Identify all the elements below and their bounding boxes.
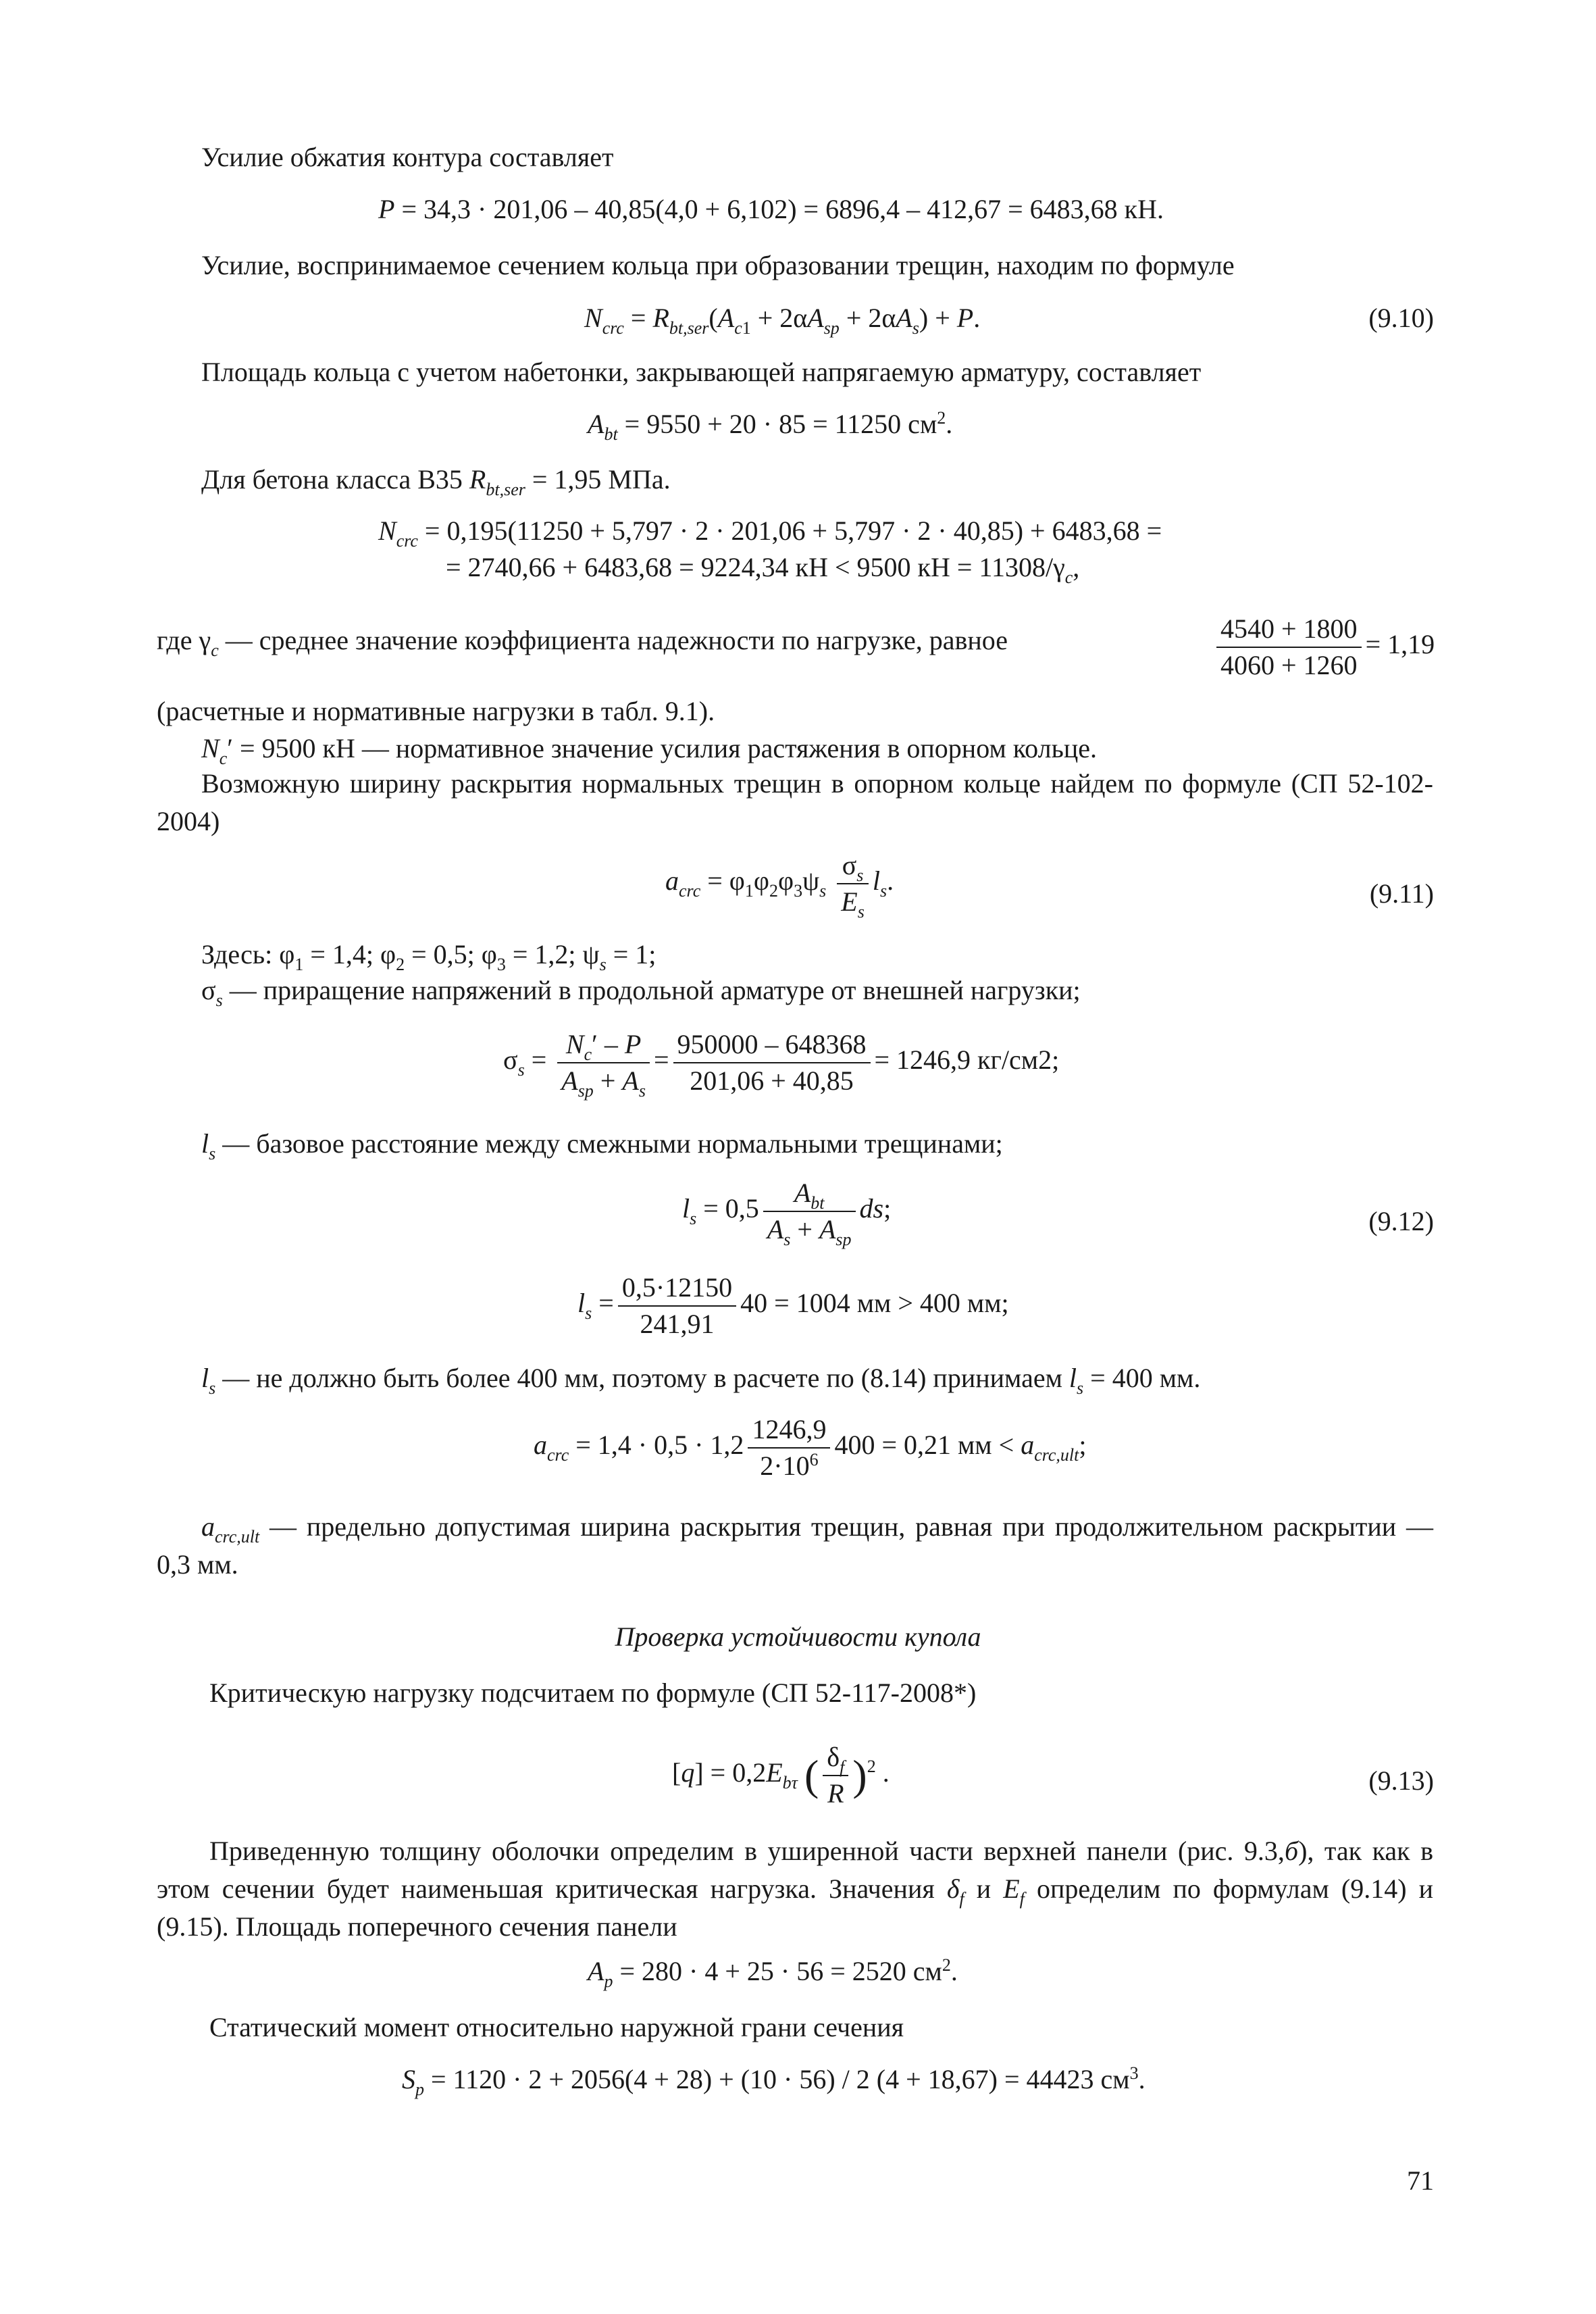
equation: P = 34,3 · 201,06 – 40,85(4,0 + 6,102) = 6896,4 – 412,67 = 6483,68 кН. (378, 194, 1164, 224)
fraction: $\frac{4540 + 1800}{4060 + 1260}$ = 1,19 (1212, 611, 1435, 683)
paragraph: Усилие, воспринимаемое сечением кольца при образовании трещин, находим по формуле (201, 250, 1235, 280)
paragraph: Статический момент относительно наружной грани сечения (209, 2012, 904, 2042)
paragraph: Приведенную толщину оболочки определим в уширенной части верхней панели (рис. 9.3,б), так как в этом сечении будет наименьшая критическая нагрузка. Значения $\delta_f$ и $E_f$ определим по формулам (9.14) и (9.15). Площадь поперечного сечения панели (157, 1836, 1434, 1942)
paragraph: $a_{crc,ult}$ — предельно допустимая ширина раскрытия трещин, равная при продолжительном раскрытии — 0,3 мм. (157, 1511, 1433, 1580)
equation: $a_{crc} = 1,4 \cdot 0,5 \cdot 1,2$ $\frac{1246,9}{2\cdot 10^6}$ 400 = 0,21 мм < $a_{crc,ult}$; (534, 1412, 1087, 1484)
equation-number: (9.13) (1368, 1765, 1434, 1796)
equation-number: (9.11) (1369, 878, 1434, 909)
equation: $A_{bt} = 9550 + 20 \cdot 85 = 11250$ $см^2$. (588, 408, 953, 444)
paragraph: $\sigma_s$ — приращение напряжений в продольной арматуре от внешней нагрузки; (201, 975, 1081, 1010)
equation: $N_{crc} = 0,195(11250 + 5,797 \cdot 2 \cdot 201,06 + 5,797 \cdot 2 \cdot 40,85) + 6483,68$ = (378, 515, 1162, 551)
paragraph: где $\gamma_c$ — среднее значение коэффициента надежности по нагрузке, равное (157, 625, 1008, 660)
equation: $[q] = 0,2E_{b\tau}$ ( $\frac{\delta_f}{R}$ )$^2$ . (672, 1740, 890, 1811)
paragraph: Возможную ширину раскрытия нормальных трещин в опорном кольце найдем по формуле (СП 52-102-2004) (157, 768, 1433, 836)
paragraph: $l_s$ — базовое расстояние между смежными нормальными трещинами; (201, 1128, 1003, 1163)
paragraph: Усилие обжатия контура составляет (201, 142, 614, 172)
paragraph: $N_c' = 9500$ кН — нормативное значение усилия растяжения в опорном кольце. (201, 733, 1097, 768)
equation-number: (9.10) (1368, 303, 1434, 333)
section-heading: Проверка устойчивости купола (615, 1621, 981, 1652)
equation: $l_s = 0,5$ $\frac{A_{bt}}{A_s + A_{sp}}$ ds; (682, 1176, 891, 1247)
paragraph: (расчетные и нормативные нагрузки в табл. 9.1). (157, 696, 715, 726)
equation: $l_s$ = $\frac{0,5\cdot 12150}{241,91}$ 40 = 1004 мм > 400 мм; (577, 1270, 1009, 1342)
paragraph: Для бетона класса В35 $R_{bt,ser} = 1,95$ МПа. (201, 464, 671, 499)
paragraph: $l_s$ — не должно быть более 400 мм, поэтому в расчете по (8.14) принимаем $l_s = 400$ мм. (201, 1363, 1201, 1398)
paragraph: Критическую нагрузку подсчитаем по формуле (СП 52-117-2008*) (209, 1678, 977, 1708)
equation: $a_{crc} = \varphi_1\varphi_2\varphi_3\psi_s$ $\frac{\sigma_s}{E_s}$ $l_s$. (665, 848, 894, 920)
equation: $S_p = 1120 \cdot 2 + 2056(4 + 28) + (10 \cdot 56) / 2$ (4 + 18,67) = 44423 $см^3$. (402, 2063, 1145, 2099)
equation: $\sigma_s$ = $\frac{N_c' - P}{A_{sp} + A_s}$ = $\frac{950000 - 648368}{201,06 + 40,85}$ = 1246,9 кг/см2; (503, 1027, 1059, 1099)
paragraph: Здесь: $\varphi_1 = 1,4$; $\varphi_2 = 0,5$; $\varphi_3 = 1,2$; $\psi_s = 1$; (201, 939, 657, 974)
equation: $A_p = 280 \cdot 4 + 25 \cdot 56 = 2520$ $см^2$. (588, 1955, 958, 1991)
paragraph: Площадь кольца с учетом набетонки, закрывающей напрягаемую арматуру, составляет (201, 357, 1202, 387)
equation: $N_{crc} = R_{bt,ser}(A_{c1} + 2\alpha A_{sp} + 2\alpha A_s) + P$. (584, 303, 981, 338)
equation: = 2740,66 + 6483,68 = 9224,34 кН < 9500 кН = $11308/\gamma_c$, (446, 552, 1080, 587)
page-number: 71 (1407, 2165, 1434, 2196)
equation-number: (9.12) (1368, 1206, 1434, 1236)
